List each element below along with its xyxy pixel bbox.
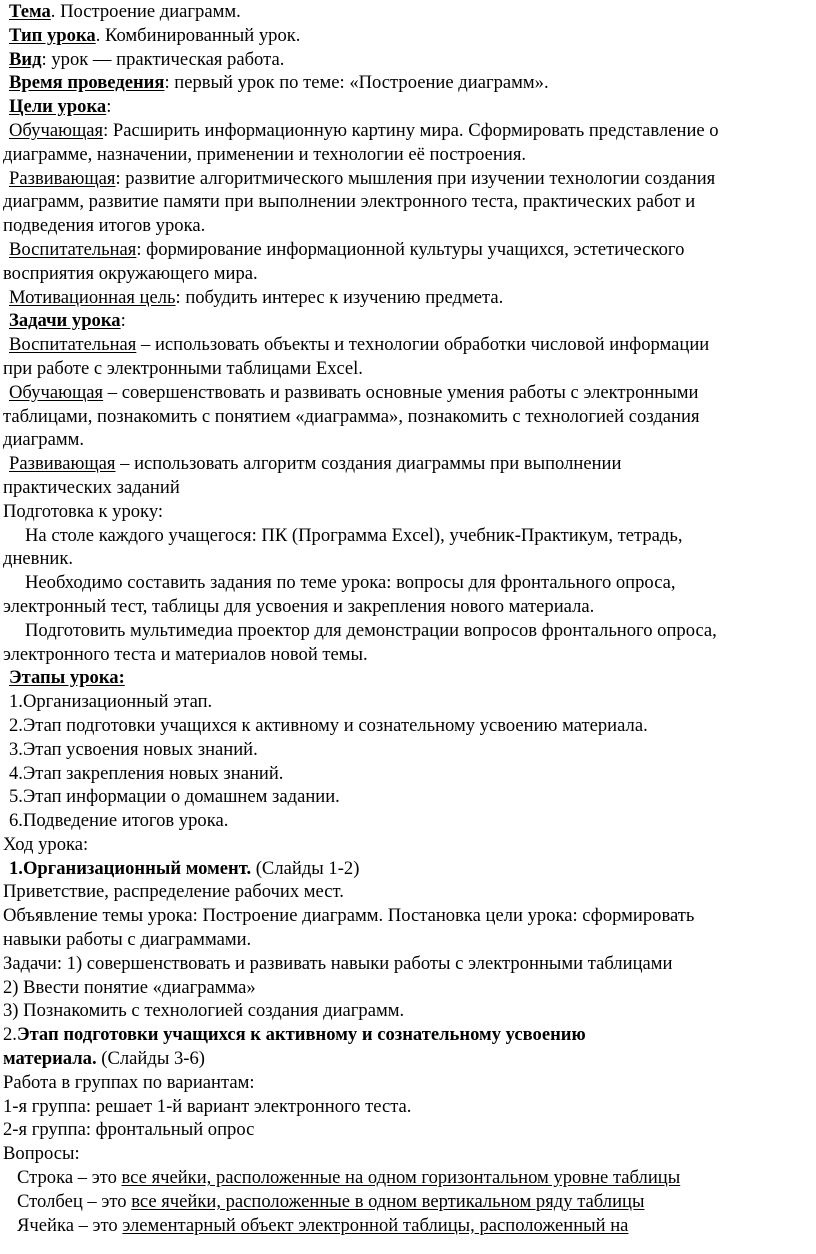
lesson-type-line: Тип урока. Комбинированный урок. bbox=[9, 24, 301, 46]
lesson-kind-line: Вид: урок — практическая работа. bbox=[9, 48, 285, 70]
questions-heading: Вопросы: bbox=[3, 1143, 80, 1165]
stage-item: 3.Этап усвоения новых знаний. bbox=[9, 738, 258, 760]
task-item: Развивающая – использовать алгоритм создания диаграммы при выполнении практических заданий bbox=[3, 453, 622, 498]
question-item: Ячейка – это элементарный объект электронной таблицы, расположенный на bbox=[17, 1214, 629, 1236]
goals-heading: Цели урока: bbox=[9, 96, 112, 118]
goal-item: Обучающая: Расширить информационную картину мира. Сформировать представление о диаграмме, назначении, применении и технологии её построения. bbox=[3, 119, 719, 165]
task-line: 3) Познакомить с технологией создания диаграмм. bbox=[3, 1000, 405, 1022]
course-heading: Ход урока: bbox=[3, 833, 89, 855]
stage-item: 5.Этап информации о домашнем задании. bbox=[9, 786, 340, 808]
section-2-heading-cont: материала. (Слайды 3-6) bbox=[3, 1048, 205, 1070]
groups-heading: Работа в группах по вариантам: bbox=[3, 1071, 255, 1093]
task-item: Воспитательная – использовать объекты и технологии обработки числовой информации при работе с электронными таблицами Excel. bbox=[3, 334, 710, 379]
group-line: 1-я группа: решает 1-й вариант электронного теста. bbox=[3, 1095, 412, 1117]
stage-item: 1.Организационный этап. bbox=[9, 691, 213, 713]
time-line: Время проведения: первый урок по теме: «Построение диаграмм». bbox=[9, 72, 549, 94]
topic-line: Тема. Построение диаграмм. bbox=[9, 1, 241, 22]
stages-heading: Этапы урока: bbox=[9, 667, 125, 689]
prep-paragraph: Подготовить мультимедиа проектор для демонстрации вопросов фронтального опроса, электронного теста и материалов новой темы. bbox=[3, 619, 717, 665]
task-item: Обучающая – совершенствовать и развивать основные умения работы с электронными таблицами, познакомить с понятием «диаграмма», познакомить с технологией создания диаграмм. bbox=[3, 381, 700, 451]
greeting-line: Приветствие, распределение рабочих мест. bbox=[3, 881, 344, 903]
task-line: 2) Ввести понятие «диаграмма» bbox=[3, 976, 256, 998]
section-1-heading: 1.Организационный момент. (Слайды 1-2) bbox=[9, 857, 360, 879]
goal-item: Воспитательная: формирование информационной культуры учащихся, эстетического восприятия окружающего мира. bbox=[3, 238, 685, 284]
prep-paragraph: На столе каждого учащегося: ПК (Программа Excel), учебник-Практикум, тетрадь, дневник. bbox=[3, 524, 683, 570]
announce-line: Объявление темы урока: Построение диаграмм. Постановка цели урока: сформировать bbox=[3, 905, 695, 927]
prep-paragraph: Необходимо составить задания по теме урока: вопросы для фронтального опроса, электронный тест, таблицы для усвоения и закрепления нового материала. bbox=[3, 572, 676, 617]
group-line: 2-я группа: фронтальный опрос bbox=[3, 1119, 255, 1141]
question-item: Столбец – это все ячейки, расположенные в одном вертикальном ряду таблицы bbox=[17, 1190, 645, 1212]
goal-item: Мотивационная цель: побудить интерес к изучению предмета. bbox=[9, 286, 504, 308]
stage-item: 6.Подведение итогов урока. bbox=[9, 810, 229, 832]
task-line: Задачи: 1) совершенствовать и развивать навыки работы с электронными таблицами bbox=[3, 952, 673, 974]
section-2-heading: 2.Этап подготовки учащихся к активному и сознательному усвоению bbox=[3, 1024, 586, 1046]
announce-line: навыки работы с диаграммами. bbox=[3, 929, 252, 951]
tasks-heading: Задачи урока: bbox=[9, 310, 126, 332]
goal-item: Развивающая: развитие алгоритмического мышления при изучении технологии создания диаграмм, развитие памяти при выполнении электронного теста, практических работ и подведения итогов урока. bbox=[3, 167, 716, 237]
stage-item: 4.Этап закрепления новых знаний. bbox=[9, 762, 284, 784]
prep-heading: Подготовка к уроку: bbox=[3, 500, 164, 522]
question-item: Строка – это все ячейки, расположенные на одном горизонтальном уровне таблицы bbox=[17, 1167, 681, 1189]
stage-item: 2.Этап подготовки учащихся к активному и сознательному усвоению материала. bbox=[9, 714, 648, 736]
